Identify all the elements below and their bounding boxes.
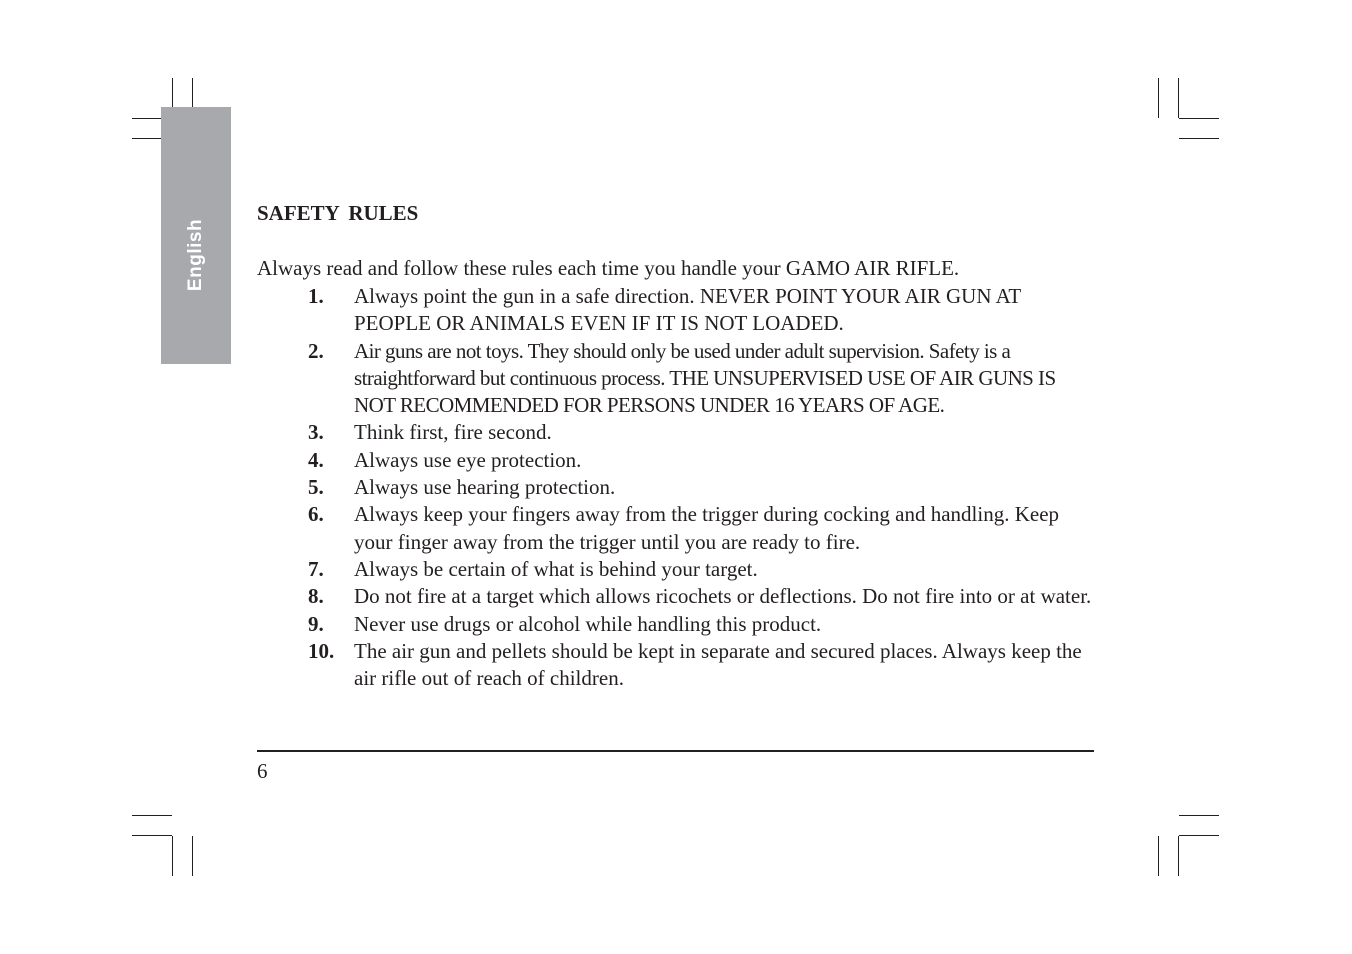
rule-text: Do not fire at a target which allows ricochets or deflections. Do not fire into or at water. <box>354 584 1092 609</box>
rule-number: 3. <box>308 420 324 445</box>
rule-text: Always use hearing protection. <box>354 475 616 500</box>
safety-rules-list <box>257 283 1097 692</box>
rule-item <box>257 638 1097 693</box>
rule-text: Think first, fire second. <box>354 420 552 445</box>
rule-number: 10. <box>308 638 335 663</box>
crop-mark <box>1179 118 1219 119</box>
language-tab-label: English <box>185 218 206 292</box>
rule-item <box>257 583 1097 610</box>
crop-mark <box>132 815 172 816</box>
rule-item <box>257 338 1097 420</box>
rule-number: 6. <box>308 502 324 527</box>
rule-text: Always keep your fingers away from the trigger during cocking and handling. Keep your finger away from the trigger until you are ready to fire. <box>354 502 1060 554</box>
rule-text: Always use eye protection. <box>354 447 582 472</box>
rule-number: 8. <box>308 584 324 609</box>
intro-text: Always read and follow these rules each time you handle your GAMO AIR RIFLE. <box>257 256 960 280</box>
rule-text: Always be certain of what is behind your target. <box>354 556 758 581</box>
rule-item <box>257 447 1097 474</box>
rule-number: 7. <box>308 556 324 581</box>
crop-mark <box>132 835 172 836</box>
rule-number: 4. <box>308 447 324 472</box>
rule-text: Air guns are not toys. They should only be used under adult supervision. Safety is a straightforward but continuous process. THE UNSUPERVISED USE OF AIR GUNS IS NOT RECOMMENDED FOR PERSONS UNDER 16 YEARS OF AGE. <box>354 338 1056 418</box>
rule-item <box>257 556 1097 583</box>
rule-number: 1. <box>308 284 324 308</box>
rule-number: 5. <box>308 475 324 500</box>
crop-mark <box>192 836 193 876</box>
page-number: 6 <box>257 759 268 783</box>
section-title: SAFETY RULES <box>257 201 419 225</box>
crop-mark <box>1179 138 1219 139</box>
rule-item <box>257 501 1097 556</box>
rule-number: 2. <box>308 338 324 363</box>
crop-mark <box>1179 835 1219 836</box>
rule-text: Never use drugs or alcohol while handling this product. <box>354 611 822 636</box>
crop-mark <box>1158 836 1159 876</box>
crop-mark <box>1178 836 1179 876</box>
rule-item <box>257 419 1097 446</box>
rule-item <box>257 474 1097 501</box>
crop-mark <box>172 836 173 876</box>
rule-item <box>257 611 1097 638</box>
crop-mark <box>1179 815 1219 816</box>
footer-divider <box>257 750 1094 752</box>
crop-mark <box>1158 78 1159 118</box>
rule-text: Always point the gun in a safe direction. NEVER POINT YOUR AIR GUN AT PEOPLE OR ANIMALS EVEN IF IT IS NOT LOADED. <box>354 284 1021 336</box>
rule-item <box>257 283 1097 338</box>
crop-mark <box>1178 78 1179 118</box>
rule-number: 9. <box>308 611 324 636</box>
rule-text: The air gun and pellets should be kept in separate and secured places. Always keep the air rifle out of reach of children. <box>354 638 1082 691</box>
